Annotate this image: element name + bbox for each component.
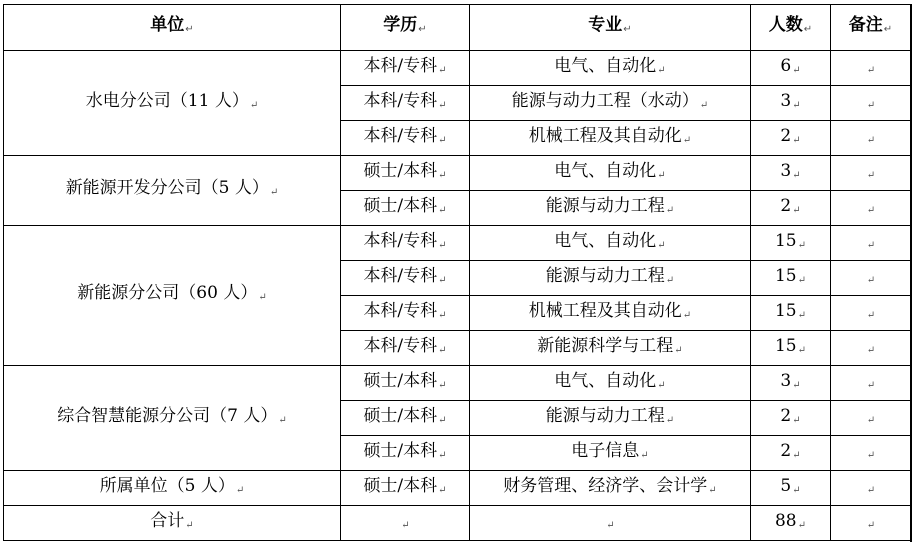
count-cell-text: 15 [774, 335, 797, 356]
paragraph-mark-icon: ↵ [866, 99, 876, 111]
paragraph-mark-icon: ↵ [797, 239, 807, 251]
unit-cell-text: 新能源分公司（60 人） [77, 283, 258, 303]
count-cell [751, 121, 831, 156]
unit-cell [4, 366, 341, 471]
table-row [4, 51, 911, 86]
count-cell-text: 6 [780, 55, 792, 76]
paragraph-mark-icon: ↵ [258, 292, 267, 303]
paragraph-mark-icon: ↵ [797, 519, 807, 531]
degree-cell [341, 51, 470, 86]
degree-cell-text: 硕士/本科 [363, 405, 438, 426]
degree-cell [341, 86, 470, 121]
degree-cell [341, 121, 470, 156]
major-cell-text: 能源与动力工程（水动） [511, 90, 699, 111]
paragraph-mark-icon: ↵ [866, 274, 876, 286]
count-cell-text: 3 [780, 370, 792, 391]
count-cell [751, 226, 831, 261]
header-major: 专业↵ [470, 5, 751, 51]
table-row [4, 156, 911, 191]
table-body [4, 51, 911, 541]
degree-cell-text: 硕士/本科 [363, 440, 438, 461]
paragraph-mark-icon: ↵ [866, 309, 876, 321]
unit-cell [4, 226, 341, 366]
total-count-cell [751, 506, 831, 541]
paragraph-mark-icon: ↵ [792, 169, 801, 181]
paragraph-mark-icon: ↵ [278, 414, 287, 426]
major-cell [470, 226, 751, 261]
paragraph-mark-icon: ↵ [792, 414, 801, 426]
paragraph-mark-icon: ↵ [866, 379, 876, 391]
count-cell-text: 15 [774, 230, 797, 251]
count-cell [751, 296, 831, 331]
degree-cell-text: 本科/专科 [363, 125, 438, 146]
major-cell [470, 331, 751, 366]
note-cell [831, 471, 911, 506]
paragraph-mark-icon: ↵ [866, 169, 876, 181]
major-cell [470, 401, 751, 436]
total-label-cell [4, 506, 341, 541]
right-edge-divider [910, 4, 912, 542]
paragraph-mark-icon: ↵ [438, 99, 447, 111]
major-cell-text: 财务管理、经济学、会计学 [503, 475, 708, 496]
paragraph-mark-icon: ↵ [249, 99, 259, 111]
paragraph-mark-icon: ↵ [640, 449, 649, 461]
paragraph-mark-icon: ↵ [438, 134, 447, 146]
paragraph-mark-icon: ↵ [438, 344, 447, 356]
unit-cell-text: 水电分公司（11 人） [85, 90, 249, 111]
table-row [4, 366, 911, 401]
count-cell [751, 366, 831, 401]
count-cell-text: 2 [780, 195, 792, 216]
degree-cell [341, 296, 470, 331]
count-cell [751, 401, 831, 436]
major-cell [470, 296, 751, 331]
note-cell [831, 156, 911, 191]
paragraph-mark-icon: ↵ [792, 484, 801, 496]
total-note-cell [831, 506, 911, 541]
paragraph-mark-icon: ↵ [792, 379, 801, 391]
table-row [4, 471, 911, 506]
unit-cell-text: 新能源开发分公司（5 人） [65, 178, 269, 198]
note-cell [831, 86, 911, 121]
paragraph-mark-icon: ↵ [866, 239, 876, 251]
note-cell [831, 401, 911, 436]
major-cell [470, 156, 751, 191]
paragraph-mark-icon: ↵ [438, 414, 447, 426]
paragraph-mark-icon: ↵ [792, 204, 801, 216]
degree-cell-text: 本科/专科 [363, 265, 438, 286]
degree-cell-text: 本科/专科 [363, 230, 438, 251]
paragraph-mark-icon: ↵ [708, 484, 717, 496]
paragraph-mark-icon: ↵ [797, 309, 807, 321]
degree-cell-text: 硕士/本科 [363, 370, 438, 391]
paragraph-mark-icon: ↵ [438, 169, 447, 181]
degree-cell-text: 本科/专科 [363, 90, 438, 111]
note-cell [831, 296, 911, 331]
paragraph-mark-icon: ↵ [401, 519, 410, 531]
paragraph-mark-icon: ↵ [438, 449, 447, 461]
degree-cell [341, 401, 470, 436]
header-row [4, 5, 911, 51]
note-cell [831, 366, 911, 401]
total-count-cell-text: 88 [774, 510, 797, 531]
paragraph-mark-icon: ↵ [657, 379, 666, 391]
paragraph-mark-icon: ↵ [438, 379, 447, 391]
paragraph-mark-icon: ↵ [797, 274, 807, 286]
note-cell [831, 331, 911, 366]
paragraph-mark-icon: ↵ [185, 519, 194, 531]
degree-cell-text: 硕士/本科 [363, 475, 438, 496]
count-cell [751, 51, 831, 86]
paragraph-mark-icon: ↵ [866, 134, 876, 146]
degree-cell [341, 366, 470, 401]
degree-cell [341, 261, 470, 296]
major-cell [470, 366, 751, 401]
paragraph-mark-icon: ↵ [657, 169, 666, 181]
major-cell-text: 电气、自动化 [554, 370, 657, 391]
paragraph-mark-icon: ↵ [438, 204, 447, 216]
unit-cell [4, 51, 341, 156]
paragraph-mark-icon: ↵ [792, 449, 801, 461]
total-major-cell [470, 506, 751, 541]
paragraph-mark-icon: ↵ [235, 484, 245, 496]
total-row [4, 506, 911, 541]
total-degree-cell [341, 506, 470, 541]
major-cell-text: 新能源科学与工程 [537, 335, 674, 356]
note-cell [831, 121, 911, 156]
recruitment-table [3, 4, 911, 541]
header-degree: 学历↵ [341, 5, 470, 51]
paragraph-mark-icon: ↵ [682, 309, 692, 321]
count-cell-text: 2 [780, 125, 792, 146]
unit-cell-text: 所属单位（5 人） [99, 475, 235, 496]
paragraph-mark-icon: ↵ [792, 64, 801, 76]
paragraph-mark-icon: ↵ [674, 344, 683, 356]
major-cell [470, 191, 751, 226]
major-cell-text: 机械工程及其自动化 [528, 300, 682, 321]
header-note: 备注↵ [831, 5, 911, 51]
paragraph-mark-icon: ↵ [438, 274, 447, 286]
degree-cell-text: 硕士/本科 [363, 160, 438, 181]
major-cell-text: 电子信息 [571, 440, 640, 461]
unit-cell [4, 156, 341, 226]
paragraph-mark-icon: ↵ [866, 519, 876, 531]
degree-cell [341, 226, 470, 261]
paragraph-mark-icon: ↵ [866, 449, 876, 461]
count-cell [751, 191, 831, 226]
major-cell-text: 电气、自动化 [554, 55, 657, 76]
count-cell [751, 471, 831, 506]
table-row [4, 226, 911, 261]
degree-cell-text: 硕士/本科 [363, 195, 438, 216]
count-cell-text: 3 [780, 160, 792, 181]
count-cell-text: 3 [780, 90, 792, 111]
paragraph-mark-icon: ↵ [699, 99, 709, 111]
unit-cell [4, 471, 341, 506]
header-count: 人数↵ [751, 5, 831, 51]
degree-cell [341, 471, 470, 506]
note-cell [831, 51, 911, 86]
degree-cell [341, 436, 470, 471]
paragraph-mark-icon: ↵ [866, 344, 876, 356]
count-cell-text: 15 [774, 300, 797, 321]
major-cell [470, 471, 751, 506]
note-cell [831, 191, 911, 226]
paragraph-mark-icon: ↵ [657, 239, 666, 251]
major-cell-text: 电气、自动化 [554, 160, 657, 181]
paragraph-mark-icon: ↵ [606, 519, 615, 531]
degree-cell [341, 156, 470, 191]
paragraph-mark-icon: ↵ [438, 484, 447, 496]
note-cell [831, 436, 911, 471]
paragraph-mark-icon: ↵ [269, 187, 279, 198]
count-cell [751, 156, 831, 191]
count-cell [751, 331, 831, 366]
paragraph-mark-icon: ↵ [438, 239, 447, 251]
count-cell-text: 5 [780, 475, 792, 496]
header-unit: 单位↵ [4, 5, 341, 51]
degree-cell-text: 本科/专科 [363, 55, 438, 76]
note-cell [831, 226, 911, 261]
paragraph-mark-icon: ↵ [665, 204, 675, 216]
paragraph-mark-icon: ↵ [665, 414, 675, 426]
paragraph-mark-icon: ↵ [866, 484, 876, 496]
paragraph-mark-icon: ↵ [866, 414, 876, 426]
note-cell [831, 261, 911, 296]
major-cell-text: 电气、自动化 [554, 230, 657, 251]
paragraph-mark-icon: ↵ [792, 134, 801, 146]
count-cell [751, 436, 831, 471]
paragraph-mark-icon: ↵ [797, 344, 807, 356]
major-cell [470, 86, 751, 121]
degree-cell-text: 本科/专科 [363, 335, 438, 356]
paragraph-mark-icon: ↵ [438, 309, 447, 321]
unit-cell-text: 综合智慧能源分公司（7 人） [57, 405, 278, 426]
paragraph-mark-icon: ↵ [866, 204, 876, 216]
degree-cell [341, 331, 470, 366]
paragraph-mark-icon: ↵ [665, 274, 675, 286]
major-cell [470, 51, 751, 86]
degree-cell-text: 本科/专科 [363, 300, 438, 321]
major-cell-text: 能源与动力工程 [545, 405, 665, 426]
paragraph-mark-icon: ↵ [657, 64, 666, 76]
total-label-cell-text: 合计 [150, 510, 185, 531]
count-cell [751, 86, 831, 121]
paragraph-mark-icon: ↵ [438, 64, 447, 76]
count-cell [751, 261, 831, 296]
paragraph-mark-icon: ↵ [792, 99, 801, 111]
major-cell-text: 机械工程及其自动化 [528, 125, 682, 146]
major-cell-text: 能源与动力工程 [545, 195, 665, 216]
major-cell [470, 261, 751, 296]
count-cell-text: 2 [780, 405, 792, 426]
paragraph-mark-icon: ↵ [866, 64, 876, 76]
major-cell [470, 436, 751, 471]
count-cell-text: 2 [780, 440, 792, 461]
major-cell-text: 能源与动力工程 [545, 265, 665, 286]
count-cell-text: 15 [774, 265, 797, 286]
degree-cell [341, 191, 470, 226]
paragraph-mark-icon: ↵ [682, 134, 692, 146]
major-cell [470, 121, 751, 156]
